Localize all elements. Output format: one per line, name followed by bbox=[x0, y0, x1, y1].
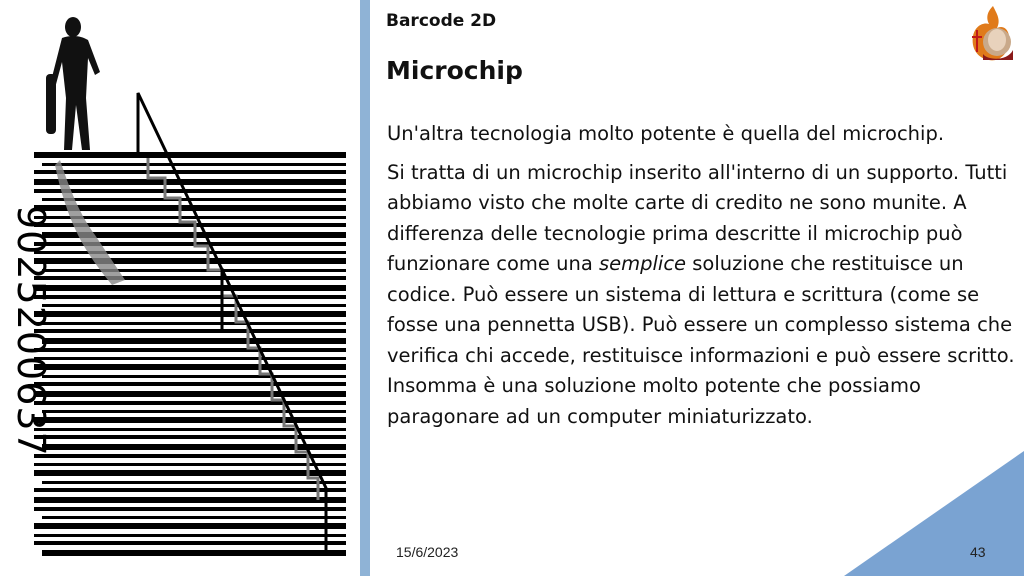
barcode-bar bbox=[42, 163, 346, 166]
barcode-bar bbox=[34, 497, 346, 503]
barcode-bar bbox=[34, 242, 346, 246]
barcode-digits: 9025200637 bbox=[9, 205, 53, 457]
paragraph-1: Un'altra tecnologia molto potente è quella del microchip. bbox=[387, 122, 945, 145]
barcode-bar bbox=[34, 189, 346, 193]
barcode-bar bbox=[34, 276, 346, 280]
barcode-bar bbox=[34, 435, 346, 439]
barcode-bar bbox=[34, 523, 346, 529]
section-label: Barcode 2D bbox=[386, 11, 497, 31]
barcode-bar bbox=[34, 488, 346, 492]
barcode-bar bbox=[34, 357, 346, 360]
barcode-bar bbox=[42, 338, 346, 344]
slide-body bbox=[387, 119, 1017, 440]
barcode-bar bbox=[34, 205, 346, 211]
barcode-bar bbox=[34, 295, 346, 299]
paragraph-2-text-b: soluzione che restituisce un codice. Può essere un sistema di lettura e scrittura (come se fosse una pennetta USB). Può essere un complesso sistema che verifica chi accede, restituisce informazioni e può essere scritto. Insomma è una soluzione molto potente che possiamo paragonare ad un computer miniaturizzato. bbox=[387, 252, 1015, 428]
barcode-bar bbox=[34, 170, 346, 174]
barcode-bar bbox=[42, 410, 346, 413]
barcode-illustration bbox=[0, 0, 360, 576]
barcode-bar bbox=[42, 481, 346, 484]
barcode-bar bbox=[34, 541, 346, 545]
barcode-bar bbox=[34, 364, 346, 370]
barcode-bar bbox=[34, 534, 346, 537]
figure-shadow bbox=[55, 160, 125, 285]
barcode-bar bbox=[34, 251, 346, 254]
barcode-bar bbox=[42, 198, 346, 201]
footer-date: 15/6/2023 bbox=[396, 544, 459, 560]
paragraph-2-emphasis: semplice bbox=[598, 252, 687, 275]
barcode-bar bbox=[34, 311, 346, 317]
barcode-bar bbox=[42, 516, 346, 519]
page-number: 43 bbox=[970, 544, 986, 560]
barcode-bar bbox=[34, 285, 346, 291]
paragraph-2-text-a: Si tratta di un microchip inserito all'interno di un supporto. Tutti abbiamo visto che molte carte di credito ne sono munite. A differenza delle tecnologie prima descritte il microchip può funzionare come una bbox=[387, 160, 1008, 275]
barcode-bar bbox=[34, 258, 346, 264]
barcode-bar bbox=[42, 550, 346, 556]
barcode-bar bbox=[34, 463, 346, 466]
barcode-bar bbox=[42, 375, 346, 378]
corner-decoration bbox=[844, 451, 1024, 576]
school-logo-icon bbox=[967, 4, 1019, 64]
barcode-bar bbox=[34, 391, 346, 397]
paragraph-2 bbox=[387, 158, 1017, 433]
barcode-bar bbox=[42, 269, 346, 272]
barcode-bar bbox=[34, 382, 346, 386]
barcode-bar bbox=[34, 348, 346, 352]
barcode-bar bbox=[34, 454, 346, 458]
barcode-bar bbox=[34, 507, 346, 511]
barcode-bar bbox=[34, 329, 346, 333]
barcode-bar bbox=[34, 179, 346, 185]
barcode-bar bbox=[34, 401, 346, 405]
person-silhouette bbox=[46, 17, 100, 150]
slide-title: Microchip bbox=[386, 56, 523, 85]
barcode-bar bbox=[42, 304, 346, 307]
barcode-bar bbox=[34, 322, 346, 325]
barcode-bar bbox=[34, 417, 346, 423]
barcode-bar bbox=[34, 470, 346, 476]
accent-divider bbox=[360, 0, 370, 576]
barcode-bar bbox=[34, 152, 346, 158]
barcode-bar bbox=[42, 444, 346, 450]
